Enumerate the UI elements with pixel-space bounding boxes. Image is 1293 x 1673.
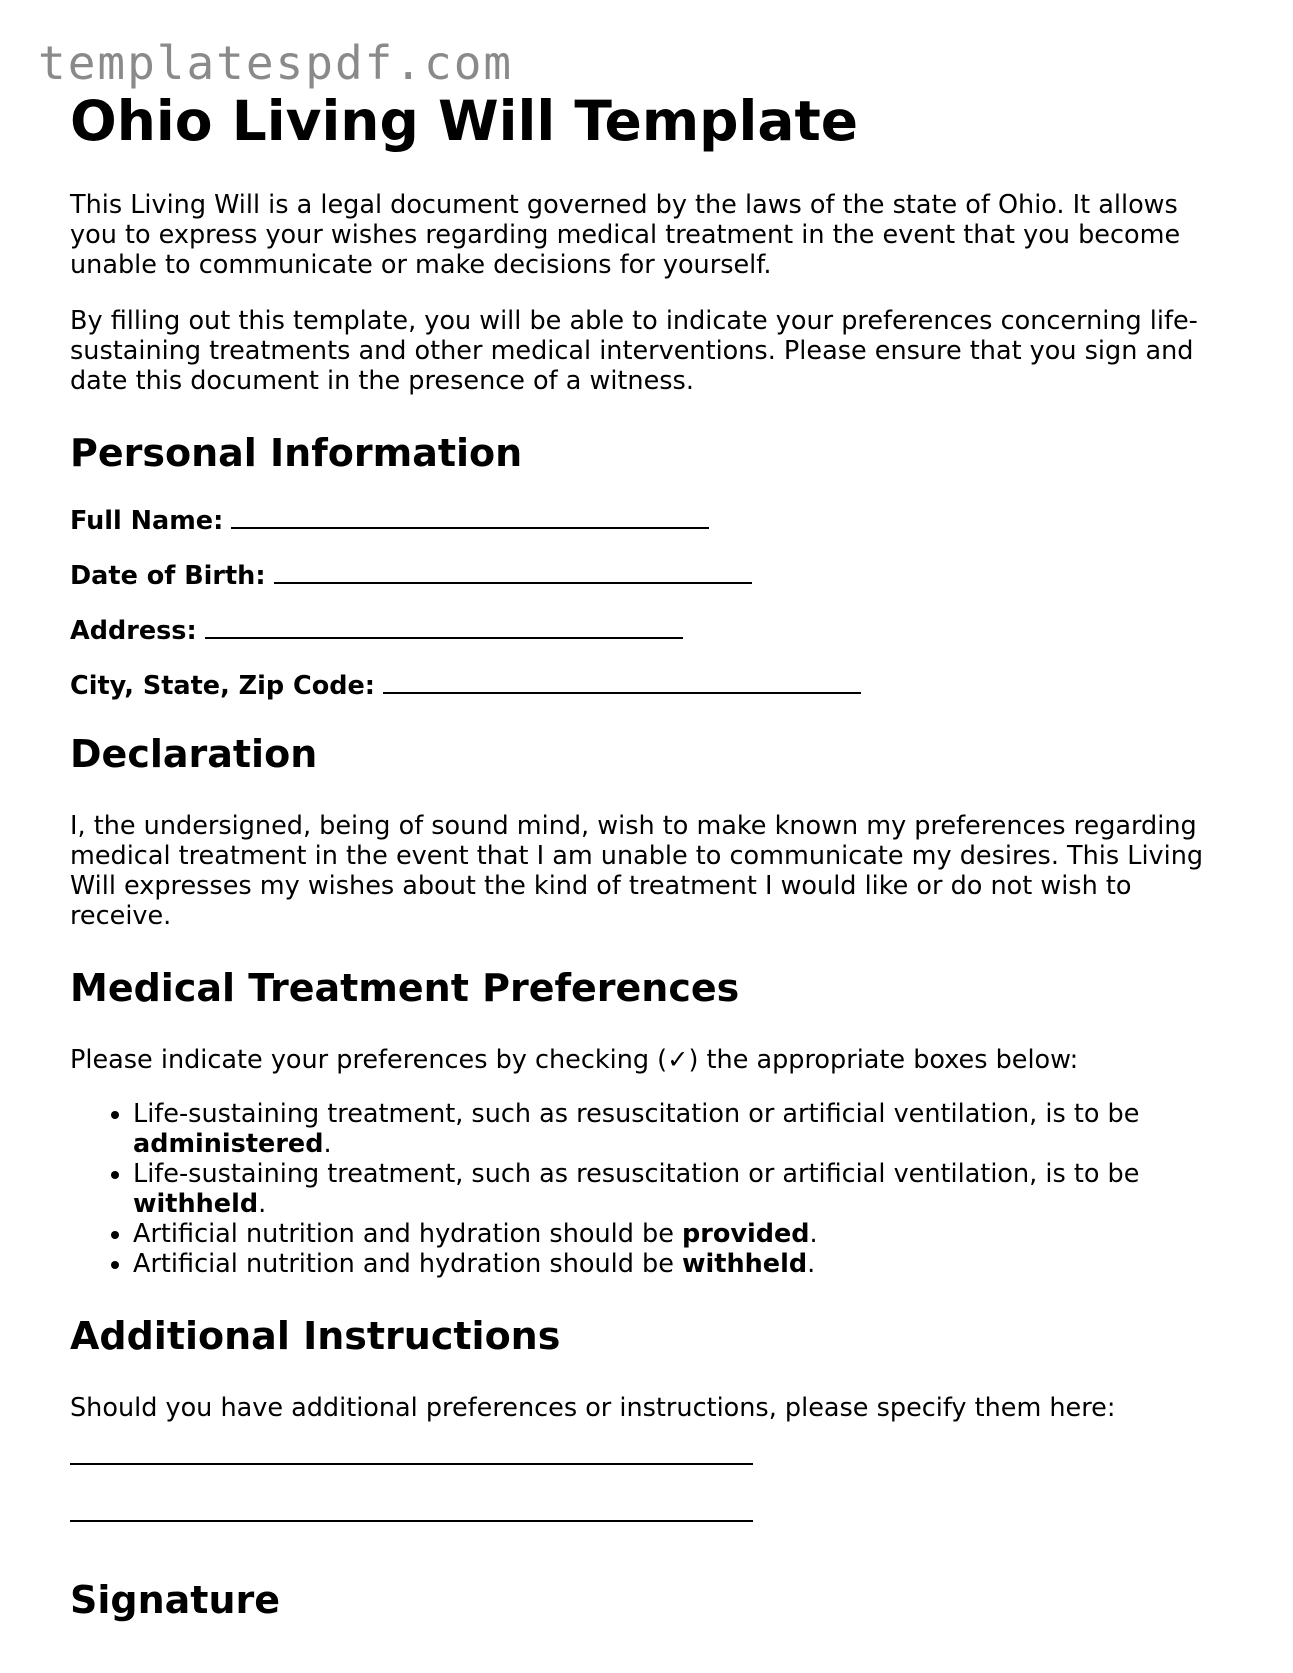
- preference-choice: provided: [682, 1219, 810, 1249]
- intro-paragraph-2: By filling out this template, you will be able to indicate your preferences concerning life-sustaining treatments and other medical interventions. Please ensure that you sign and date this document in the presence of a witness.: [70, 306, 1198, 396]
- signature-heading: Signature: [70, 1578, 281, 1622]
- date-of-birth-field: [70, 561, 1230, 591]
- additional-instructions-heading: Additional Instructions: [70, 1314, 561, 1358]
- preference-end: .: [258, 1189, 267, 1219]
- preference-end: .: [323, 1129, 332, 1159]
- page-title: Ohio Living Will Template: [70, 89, 859, 153]
- date-of-birth-input-line[interactable]: [274, 562, 752, 584]
- preference-text: Life-sustaining treatment, such as resuscitation or artificial ventilation, is to be: [133, 1159, 1140, 1189]
- additional-instructions-line-2[interactable]: [70, 1520, 753, 1522]
- preference-choice: withheld: [682, 1249, 808, 1279]
- city-state-zip-input-line[interactable]: [383, 672, 861, 694]
- full-name-field: [70, 506, 1230, 536]
- full-name-input-line[interactable]: [231, 507, 709, 529]
- medical-preferences-heading: Medical Treatment Preferences: [70, 966, 740, 1010]
- declaration-text: I, the undersigned, being of sound mind, wish to make known my preferences regarding medical treatment in the event that I am unable to communicate my desires. This Living Will expresses my wishes about the kind of treatment I would like or do not wish to receive.: [70, 811, 1204, 931]
- intro-paragraph-1: This Living Will is a legal document governed by the laws of the state of Ohio. It allows you to express your wishes regarding medical treatment in the event that you become unable to communicate or make decisions for yourself.: [70, 190, 1181, 280]
- additional-instructions-line-1[interactable]: [70, 1463, 753, 1465]
- preference-text: Artificial nutrition and hydration should be: [133, 1219, 682, 1249]
- preference-text: Artificial nutrition and hydration should be: [133, 1249, 682, 1279]
- city-state-zip-label: City, State, Zip Code:: [70, 671, 376, 701]
- document: [70, 88, 1230, 1623]
- preference-item[interactable]: [133, 1159, 1230, 1219]
- preference-choice: administered: [133, 1129, 324, 1159]
- city-state-zip-field: [70, 671, 1230, 701]
- additional-instructions-text: Should you have additional preferences or instructions, please specify them here:: [70, 1393, 1116, 1423]
- address-input-line[interactable]: [205, 617, 683, 639]
- medical-preferences-intro: Please indicate your preferences by checking (✓) the appropriate boxes below:: [70, 1045, 1079, 1075]
- preference-item[interactable]: [133, 1219, 1230, 1249]
- preference-end: .: [807, 1249, 816, 1279]
- preference-text: Life-sustaining treatment, such as resuscitation or artificial ventilation, is to be: [133, 1099, 1140, 1129]
- declaration-heading: Declaration: [70, 732, 318, 776]
- preference-item[interactable]: [133, 1249, 1230, 1279]
- address-label: Address:: [70, 616, 197, 646]
- address-field: [70, 616, 1230, 646]
- full-name-label: Full Name:: [70, 506, 224, 536]
- preference-item[interactable]: [133, 1099, 1230, 1159]
- personal-information-heading: Personal Information: [70, 431, 523, 475]
- preference-choice: withheld: [133, 1189, 259, 1219]
- preferences-list: [70, 1099, 1230, 1279]
- preference-end: .: [809, 1219, 818, 1249]
- watermark: templatespdf.com: [38, 36, 514, 90]
- date-of-birth-label: Date of Birth:: [70, 561, 266, 591]
